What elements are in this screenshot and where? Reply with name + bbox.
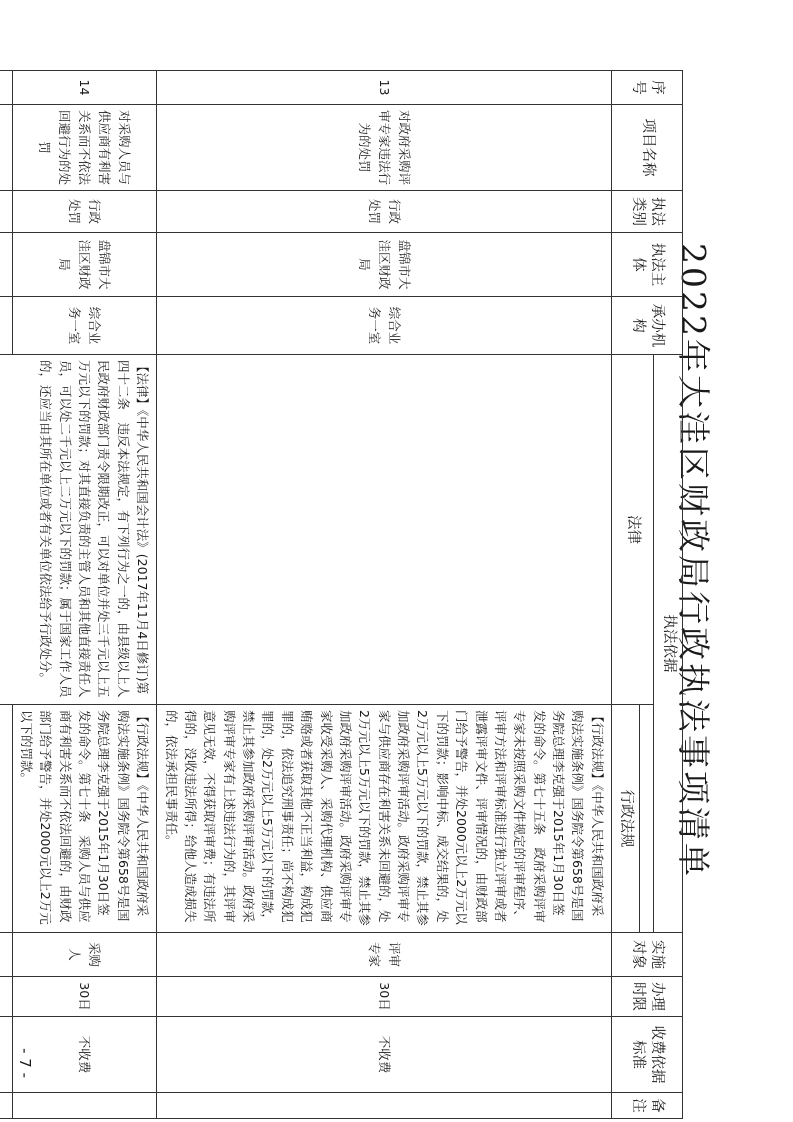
cell-remark	[157, 1093, 612, 1119]
cell-target: 采购人	[12, 933, 157, 977]
header-category: 执法类别	[611, 191, 682, 233]
cell-law: 【法律】《中华人民共和国会计法》(2017年11月4日修订)第四十二条 违反本法规定，有下列行为之一的，由县级以上人民政府财政部门责令限期改正，可以对单位并处三千元以上五万元以下的罚款；对其直接负责的主管人员和其他直接责任人员，可以处二千元以上二万元以下的罚款；属于国家工作人员的，还应当由其所在单位或者有关单位依法给予行政处分。	[0, 355, 157, 705]
cell-time-limit: 30日	[157, 977, 612, 1017]
cell-law	[157, 355, 612, 705]
cell-subject: 盘锦市大洼区财政局	[12, 233, 157, 297]
enforcement-table	[0, 70, 683, 1119]
cell-fee: 不收费	[157, 1017, 612, 1093]
cell-subject: 盘锦市大洼区财政局	[157, 233, 612, 297]
header-basis-spacer	[640, 705, 654, 933]
cell-name: 对采购人员与供应商有利害关系而不依法回避行为的处罚	[12, 105, 157, 191]
page-number: - 7 -	[16, 1048, 34, 1078]
cell-category	[0, 191, 12, 233]
header-remark: 备注	[611, 1093, 682, 1119]
cell-category: 行政处罚	[12, 191, 157, 233]
cell-name	[0, 105, 12, 191]
cell-remark	[12, 1093, 157, 1119]
header-name: 项目名称	[611, 105, 682, 191]
cell-agency: 综合业务一室	[12, 297, 157, 355]
cell-time-limit: 30日	[12, 977, 157, 1017]
header-law: 法律	[611, 355, 654, 705]
cell-fee: 不收费	[12, 1017, 157, 1093]
cell-category: 行政处罚	[157, 191, 612, 233]
cell-subject	[0, 233, 12, 297]
cell-fee	[0, 1017, 12, 1093]
header-target: 实施对象	[611, 933, 682, 977]
cell-seq: 14	[12, 71, 157, 105]
cell-regulation: 【行政法规】《中华人民共和国政府采购法实施条例》国务院令第658号是国务院总理李克强于2015年1月30日签发的命令。第七十条 采购人员与供应商有利害关系而不依法回避的，由财政部门给予警告，并处2000元以上2万元以下的罚款。	[12, 705, 157, 933]
header-agency: 承办机构	[611, 297, 682, 355]
cell-target: 评审专家	[157, 933, 612, 977]
cell-regulation	[0, 705, 12, 933]
cell-agency: 综合业务一室	[157, 297, 612, 355]
cell-time-limit	[0, 977, 12, 1017]
header-basis: 执法依据	[654, 355, 683, 933]
table-row	[157, 71, 612, 1119]
cell-seq: 13	[157, 71, 612, 105]
cell-seq	[0, 71, 12, 105]
header-seq: 序号	[611, 71, 682, 105]
header-subject: 执法主体	[611, 233, 682, 297]
cell-regulation: 【行政法规】《中华人民共和国政府采购法实施条例》国务院令第658号是国务院总理李克强于2015年1月30日签发的命令。第七十五条 政府采购评审专家未按照采购文件规定的评审程序、评审方法和评审标准进行独立评审或者泄露评审文件、评审情况的，由财政部门给予警告，并处2000元以上2万元以下的罚款；影响中标、成交结果的，处2万元以上5万元以下的罚款，禁止其参加政府采购评审活动。政府采购评审专家与供应商存在利害关系未回避的，处2万元以上5万元以下的罚款，禁止其参加政府采购评审活动。政府采购评审专家收受采购人、采购代理机构、供应商贿赂或者获取其他不正当利益，构成犯罪的，依法追究刑事责任；尚不构成犯罪的，处2万元以上5万元以下的罚款，禁止其参加政府采购评审活动。政府采购评审专家有上述违法行为的，其评审意见无效，不得获取评审费；有违法所得的，没收违法所得；给他人造成损失的，依法承担民事责任。	[157, 705, 612, 933]
cell-target	[0, 933, 12, 977]
header-regulation: 行政法规	[611, 705, 640, 933]
document-title: 2022年大洼区财政局行政执法事项清单	[674, 243, 713, 879]
table-row	[12, 71, 157, 1119]
cell-name: 对政府采购评审专家违法行为的处罚	[157, 105, 612, 191]
header-time-limit: 办理时限	[611, 977, 682, 1017]
cell-remark	[0, 1093, 12, 1119]
cell-agency	[0, 297, 12, 355]
header-fee: 收费依据标准	[611, 1017, 682, 1093]
